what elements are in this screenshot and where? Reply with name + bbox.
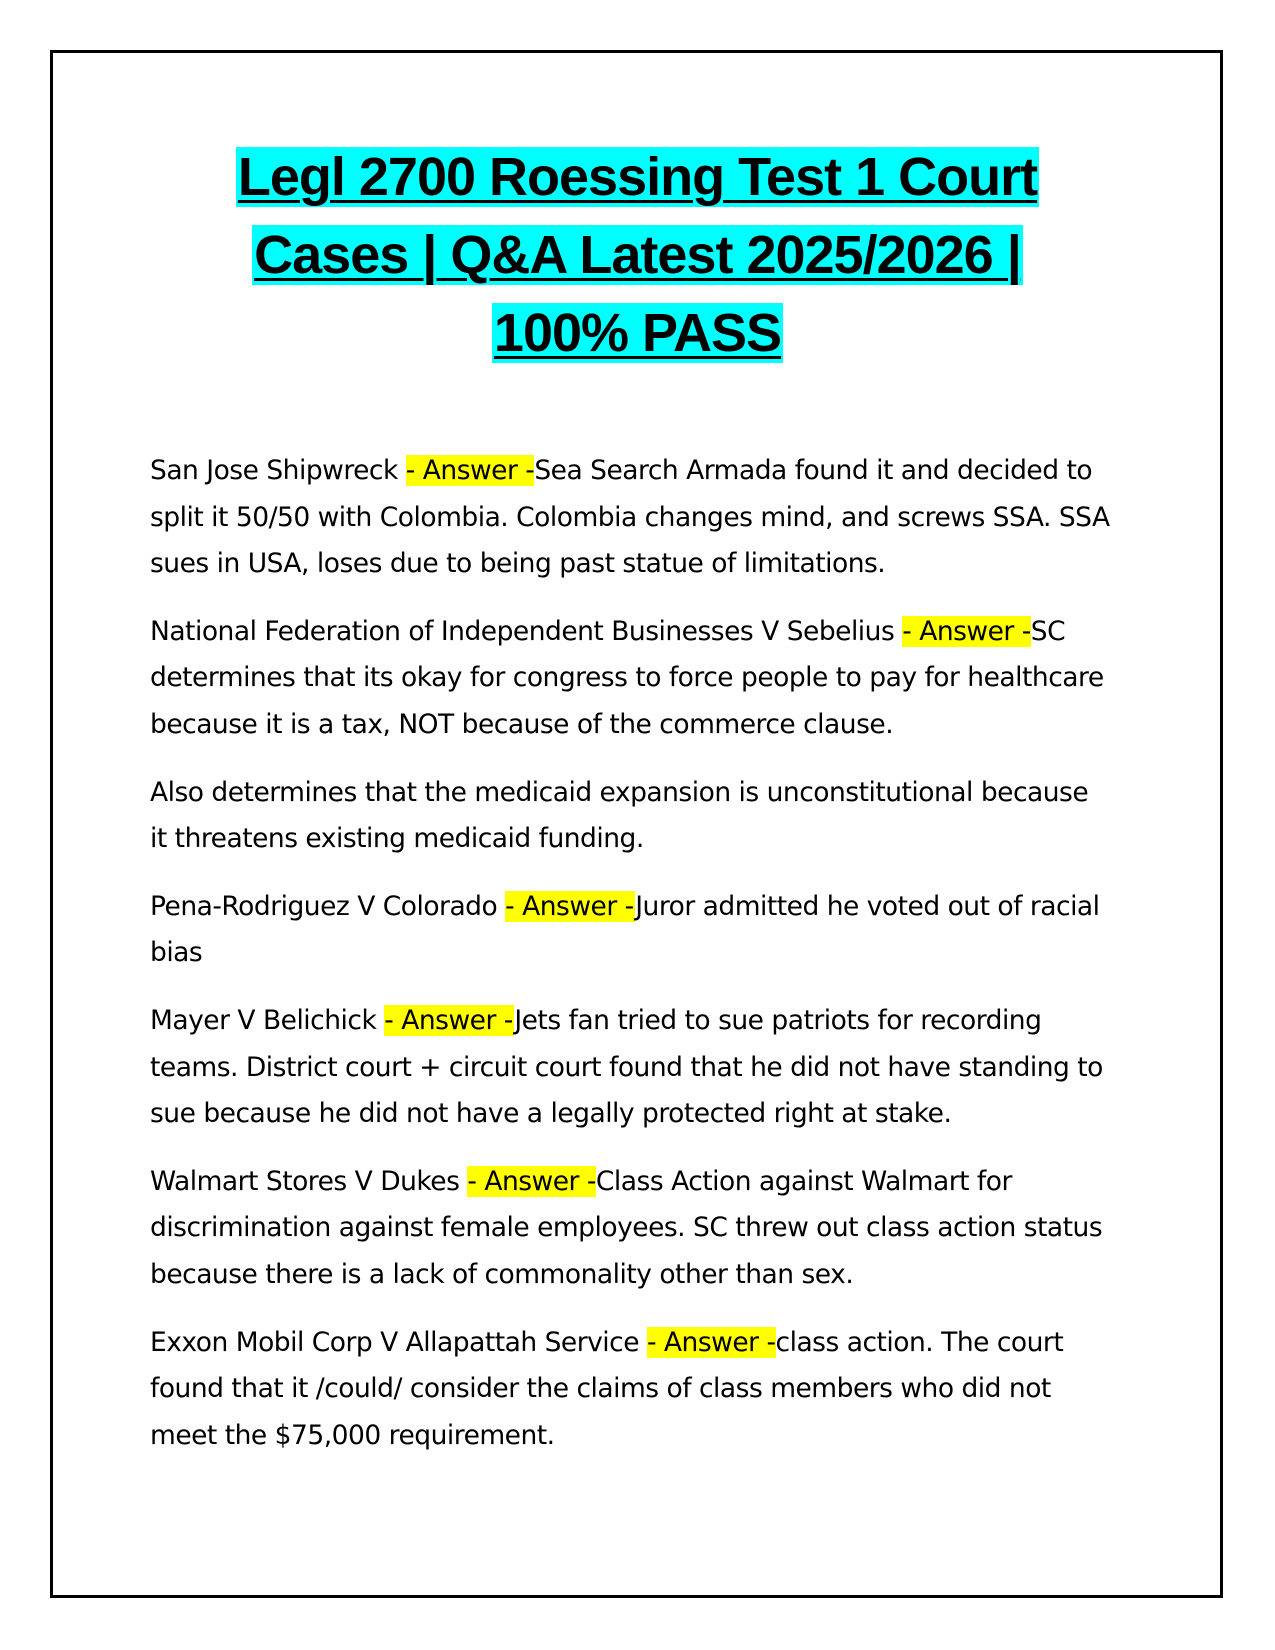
qa-term: Walmart Stores V Dukes bbox=[150, 1165, 468, 1197]
qa-entry-pena-rodriguez bbox=[150, 884, 1110, 977]
qa-term: Mayer V Belichick bbox=[150, 1004, 385, 1036]
qa-term: Pena-Rodriguez V Colorado bbox=[150, 890, 506, 922]
qa-term: San Jose Shipwreck bbox=[150, 455, 406, 486]
answer-marker: - Answer - bbox=[646, 1326, 776, 1358]
qa-answer: Sea Search Armada found it and decided to split it 50/50 with Colombia. Colombia changes mind, and screws SSA. SSA sues in USA, loses due to being past statue of limitations. bbox=[150, 455, 1110, 580]
qa-term: National Federation of Independent Businesses V Sebelius bbox=[150, 615, 903, 647]
qa-answer: Jets fan tried to sue patriots for recording teams. District court + circuit court found that he did not have standing to sue because he did not have a legally protected right at stake. bbox=[150, 1004, 1103, 1130]
qa-list bbox=[150, 448, 1110, 1480]
qa-answer: Juror admitted he voted out of racial bias bbox=[150, 890, 1100, 969]
answer-marker: - Answer - bbox=[902, 615, 1031, 647]
qa-entry-walmart-v-dukes bbox=[150, 1159, 1110, 1299]
qa-term: Exxon Mobil Corp V Allapattah Service bbox=[150, 1326, 647, 1358]
qa-entry-san-jose-shipwreck bbox=[150, 448, 1110, 588]
qa-entry-exxon-mobil bbox=[150, 1320, 1110, 1460]
qa-answer: class action. The court found that it /could/ consider the claims of class members who did not meet the $75,000 requirement. bbox=[150, 1326, 1064, 1451]
title-line-1: Legl 2700 Roessing Test 1 Court bbox=[237, 147, 1038, 207]
answer-marker: - Answer - bbox=[384, 1004, 515, 1036]
title-line-3: 100% PASS bbox=[493, 303, 782, 363]
qa-answer: Class Action against Walmart for discrimination against female employees. SC threw out class action status because there is a lack of commonality other than sex. bbox=[150, 1165, 1103, 1290]
answer-marker: - Answer - bbox=[405, 455, 535, 486]
qa-entry-mayer-v-belichick bbox=[150, 998, 1110, 1138]
answer-marker: - Answer - bbox=[505, 890, 636, 922]
qa-answer: SC determines that its okay for congress to force people to pay for healthcare because it is a tax, NOT because of the commerce clause. bbox=[150, 615, 1104, 740]
answer-marker: - Answer - bbox=[467, 1165, 596, 1197]
document-title bbox=[0, 138, 1275, 372]
qa-entry-nfib-v-sebelius bbox=[150, 609, 1110, 749]
title-line-2: Cases | Q&A Latest 2025/2026 | bbox=[254, 225, 1021, 285]
qa-entry-continuation bbox=[150, 770, 1110, 863]
qa-text: Also determines that the medicaid expansion is unconstitutional because it threatens existing medicaid funding. bbox=[150, 776, 1089, 855]
